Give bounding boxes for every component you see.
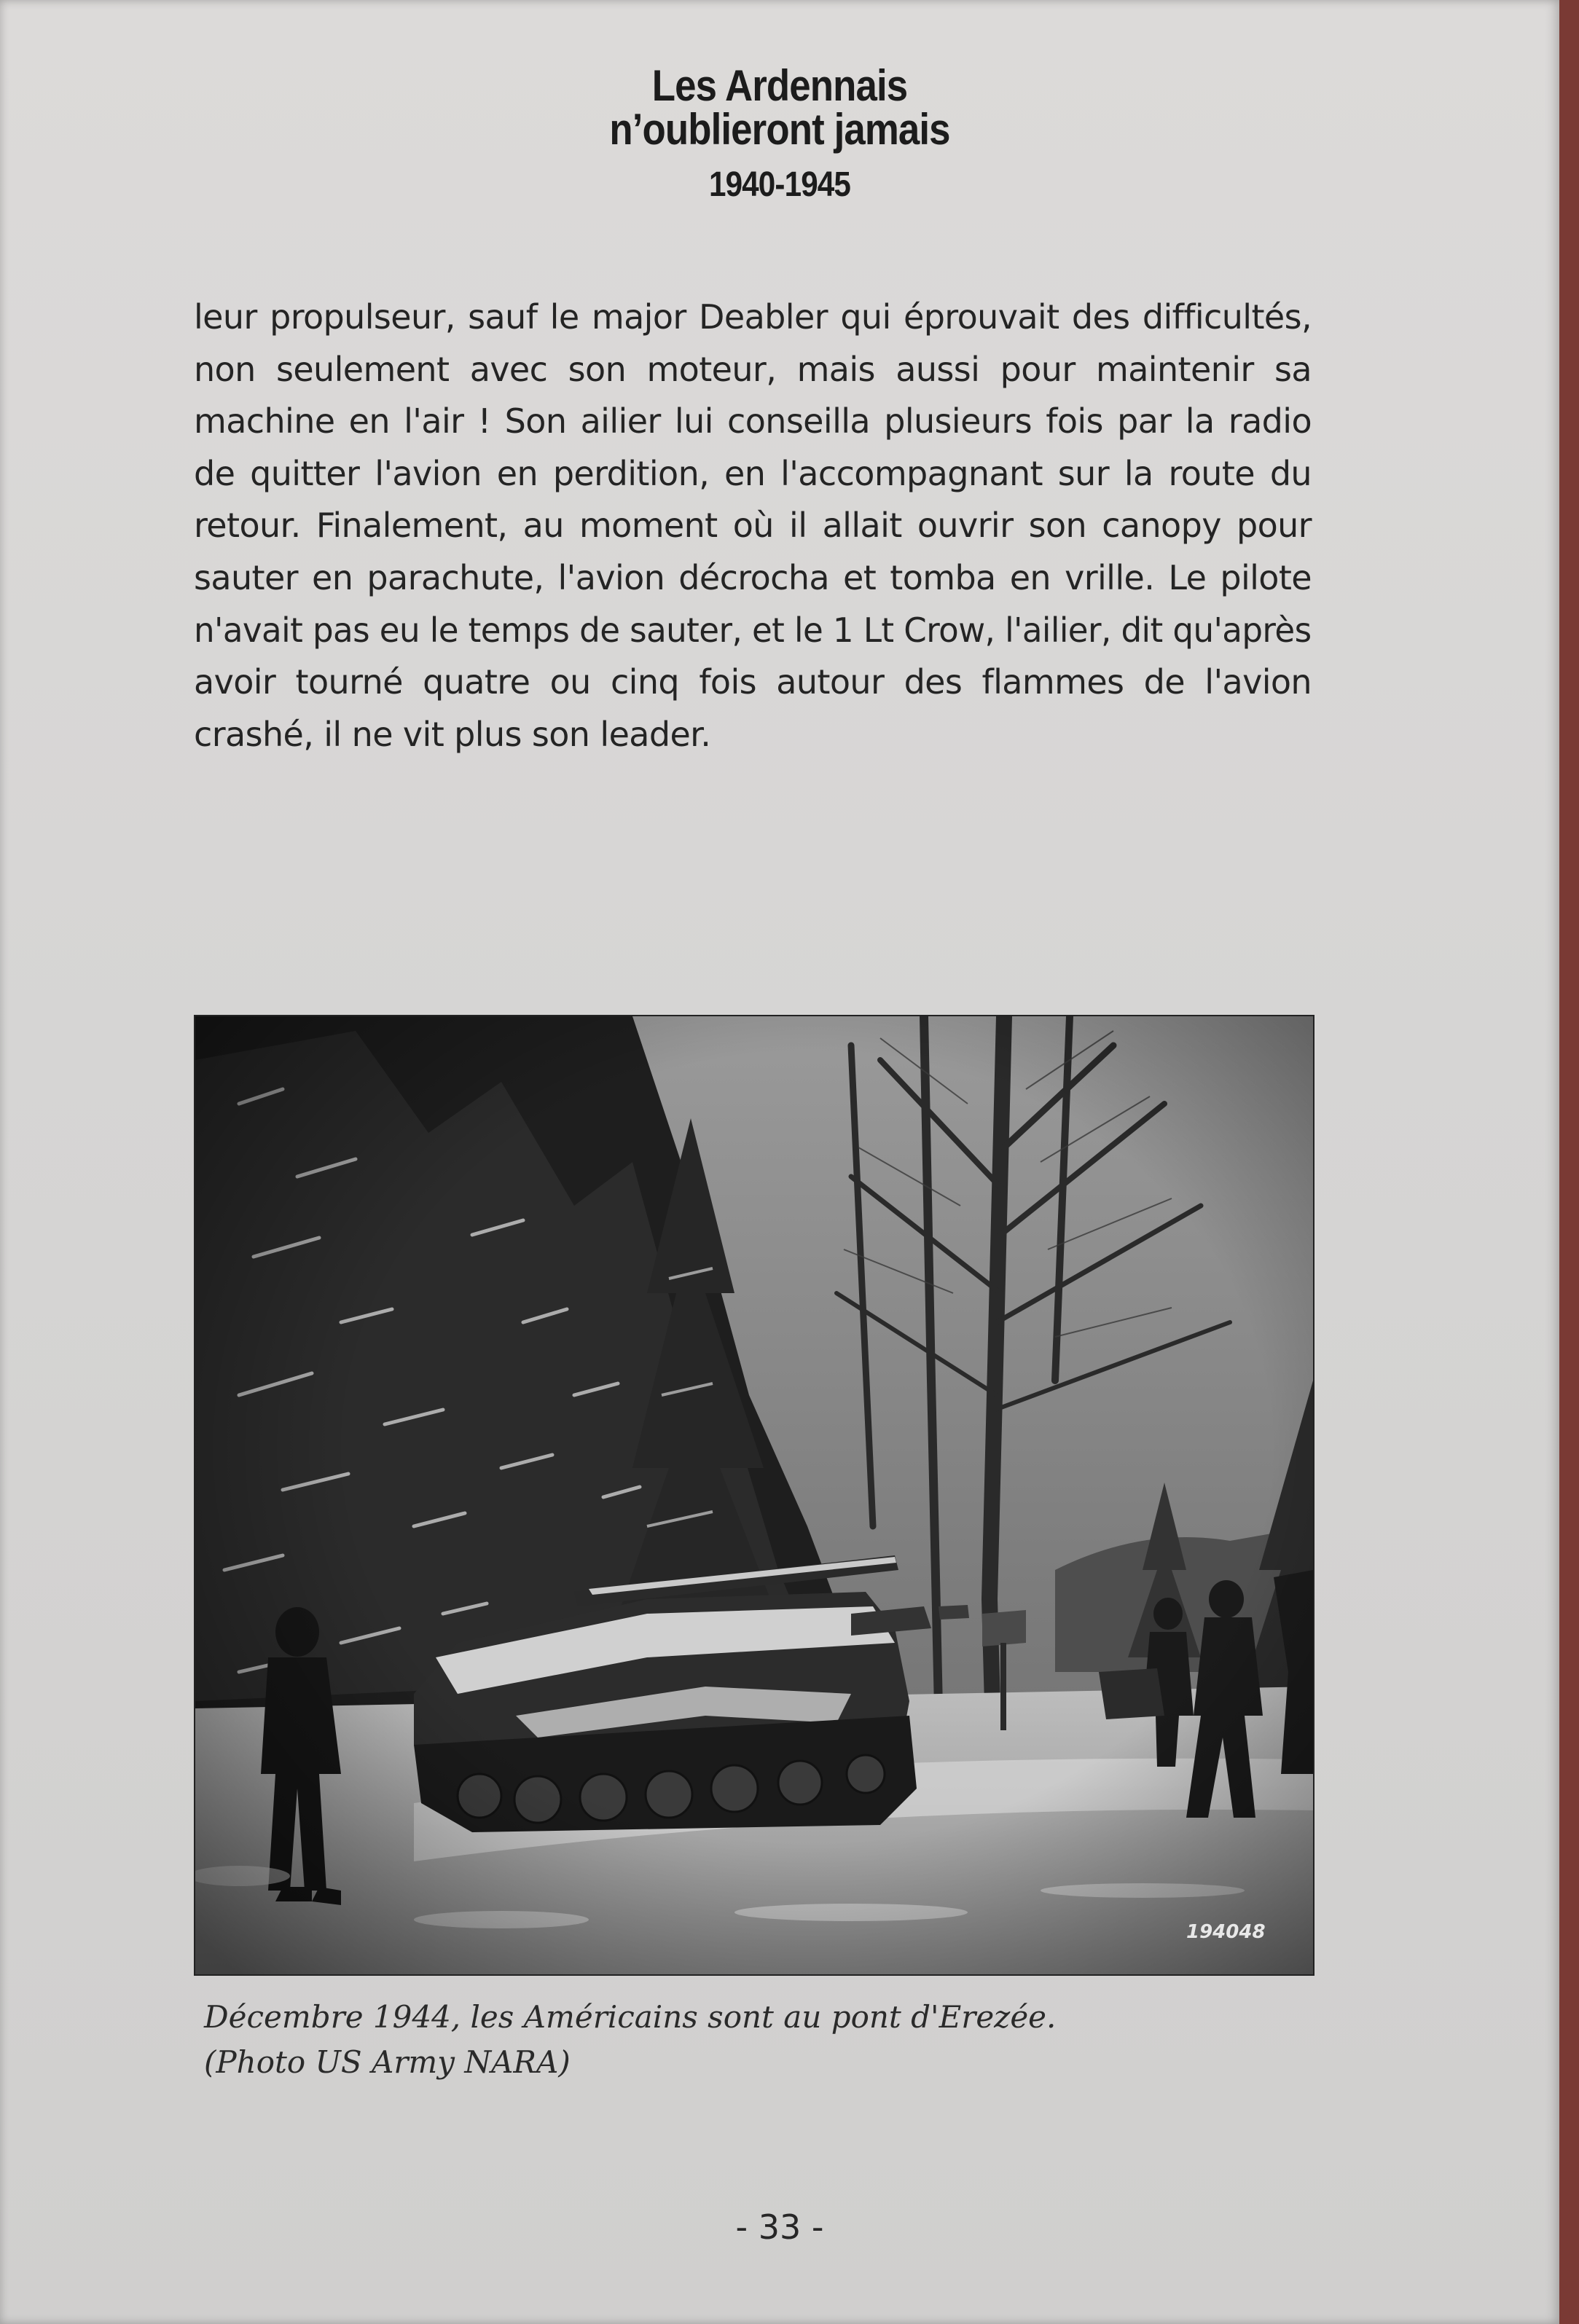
caption-line-1: Décembre 1944, les Américains sont au pont d'Erezée. bbox=[204, 1999, 1057, 2035]
header-title-line-2: n’oublieront jamais bbox=[609, 105, 950, 154]
body-paragraph bbox=[194, 291, 1312, 761]
body-line: retour. Finalement, au moment où il allait ouvrir son canopy pour bbox=[194, 506, 1312, 546]
body-line: avoir tourné quatre ou cinq fois autour des flammes de l'avion bbox=[194, 662, 1312, 702]
photograph bbox=[194, 1015, 1314, 1976]
snowy-road-tank-photo bbox=[195, 1016, 1313, 1974]
running-header bbox=[0, 61, 1559, 204]
header-title-line-1: Les Ardennais bbox=[651, 61, 908, 110]
photo-stamp: 194048 bbox=[1186, 1921, 1266, 1943]
body-line: leur propulseur, sauf le major Deabler qui éprouvait des difficultés, bbox=[194, 297, 1312, 337]
body-line: non seulement avec son moteur, mais aussi pour maintenir sa bbox=[194, 349, 1312, 389]
header-years: 1940-1945 bbox=[708, 165, 851, 204]
body-line: machine en l'air ! Son ailier lui conseilla plusieurs fois par la radio bbox=[194, 401, 1312, 441]
body-line: sauter en parachute, l'avion décrocha et tomba en vrille. Le pilote bbox=[194, 557, 1312, 597]
body-line: n'avait pas eu le temps de sauter, et le 1 Lt Crow, l'ailier, dit qu'après bbox=[194, 610, 1312, 650]
caption-line-2: (Photo US Army NARA) bbox=[204, 2044, 571, 2080]
photo-caption bbox=[204, 1995, 1312, 2085]
body-line: de quitter l'avion en perdition, en l'accompagnant sur la route du bbox=[194, 453, 1312, 493]
body-line: crashé, il ne vit plus son leader. bbox=[194, 714, 711, 754]
page-number: - 33 - bbox=[735, 2207, 824, 2247]
